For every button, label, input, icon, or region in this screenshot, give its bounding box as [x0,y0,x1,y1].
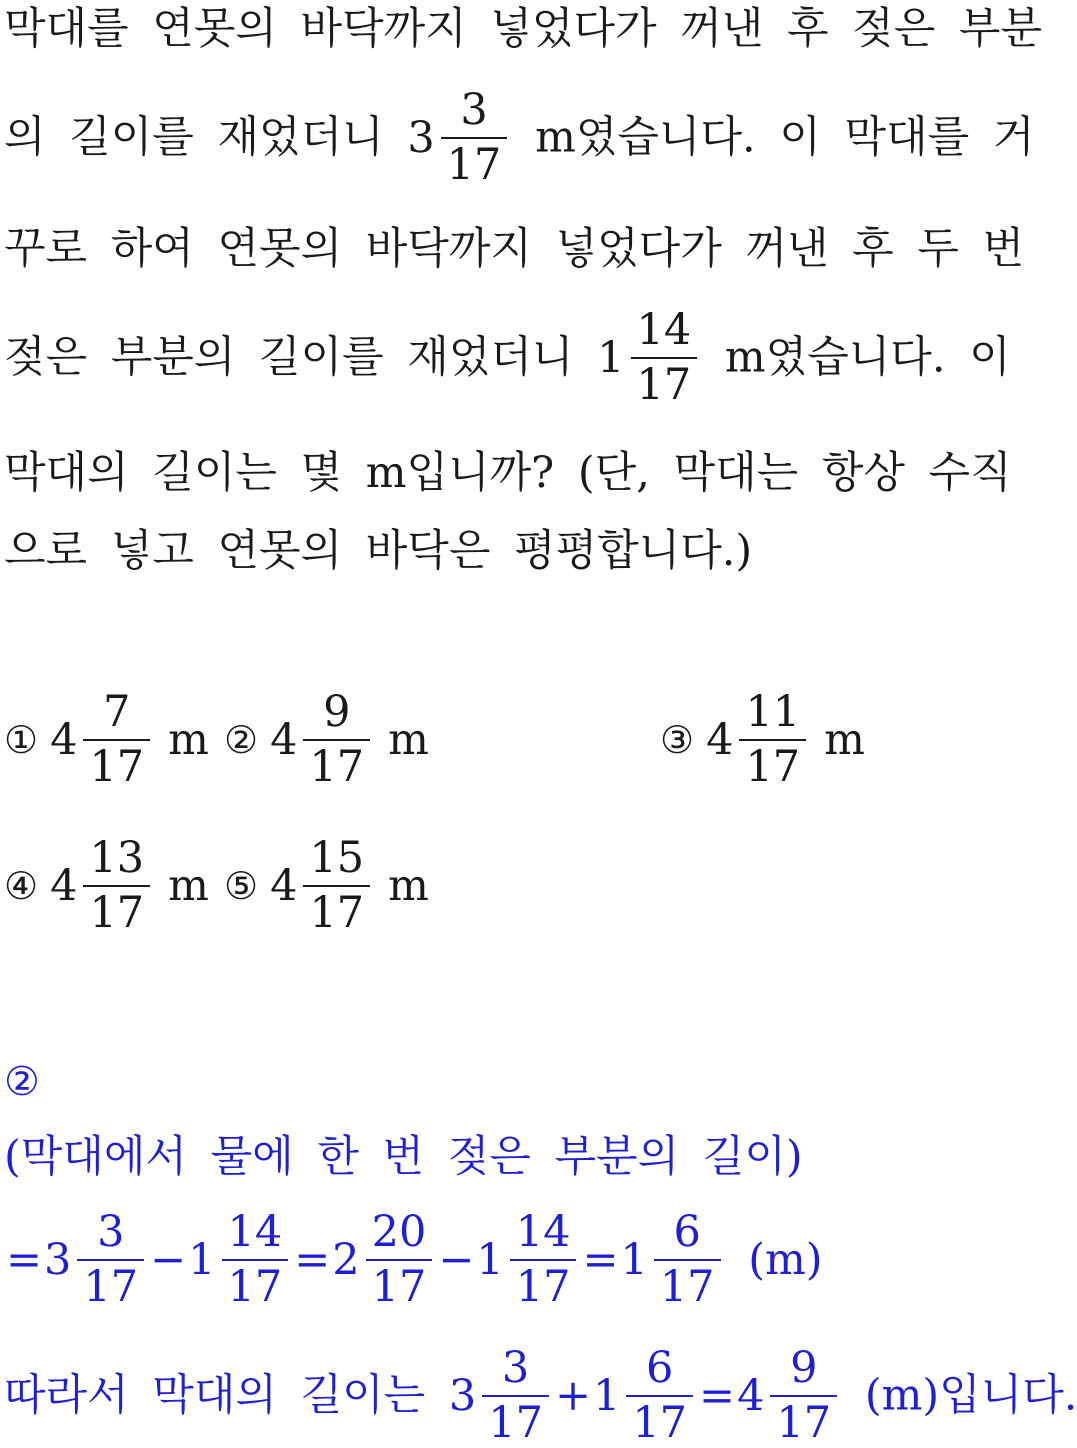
choice-5-number: ⑤ [224,864,259,909]
mixed-number-whole: 3 [407,112,435,163]
final-term3-fraction [770,1343,837,1448]
final-text-b: (m)입니다. [841,1370,1077,1421]
choice-5-fraction [303,833,370,939]
problem-line-3: 꾸로 하여 연못의 바닥까지 넣었다가 꺼낸 후 두 번 [4,224,1025,274]
problem-line-4-text-b: m였습니다. 이 [724,332,1011,383]
choice-4-denominator: 17 [89,888,145,939]
eq1-unit: (m) [748,1234,823,1285]
fraction-denominator: 17 [227,1262,283,1313]
choice-3-whole: 4 [706,715,734,766]
fraction-denominator: 17 [515,1262,571,1313]
choice-5-unit: m [388,861,429,912]
mixed-number-whole: 1 [597,332,625,383]
fraction-numerator: 20 [371,1207,427,1257]
final-term1-fraction [482,1343,549,1448]
choice-5[interactable] [224,833,429,939]
choice-2[interactable] [224,687,429,793]
minus-sign: − [438,1234,475,1285]
fraction-bar [510,1259,577,1261]
fraction-numerator: 14 [227,1207,283,1257]
choice-5-denominator: 17 [309,888,365,939]
problem-line-1: 막대를 연못의 바닥까지 넣었다가 꺼낸 후 젖은 부분 [4,4,1042,54]
fraction-numerator: 9 [790,1343,818,1393]
fraction-denominator: 17 [488,1398,543,1448]
solution-caption: (막대에서 물에 한 번 젖은 부분의 길이) [4,1132,803,1182]
fraction-bar [303,885,370,887]
choice-2-number: ② [224,718,259,763]
fraction-denominator: 17 [446,140,502,191]
equals-sign: = [294,1234,331,1285]
eq1-term4-whole: 1 [476,1234,504,1285]
plus-sign: + [554,1370,591,1421]
fraction-numerator: 3 [97,1207,125,1257]
choice-5-whole: 4 [270,861,298,912]
fraction-bar [770,1395,837,1397]
choice-5-numerator: 15 [309,833,365,883]
choice-3-denominator: 17 [745,742,801,793]
fraction-bar [366,1259,433,1261]
choice-1-number: ① [4,718,39,763]
final-term2-whole: 1 [592,1370,621,1421]
eq1-term1-whole: 3 [44,1234,72,1285]
choice-1-fraction [83,687,150,793]
choice-4-number: ④ [4,864,39,909]
choice-4-unit: m [168,861,209,912]
choice-1[interactable] [4,687,209,793]
choice-1-numerator: 7 [103,687,131,737]
choice-2-unit: m [388,715,429,766]
fraction-bar [83,885,150,887]
problem-line-5: 막대의 길이는 몇 m입니까? (단, 막대는 항상 수직 [4,448,1012,498]
problem-line-6: 으로 넣고 연못의 바닥은 평평합니다.) [4,526,753,576]
fraction-numerator: 14 [636,305,692,355]
choice-3-number: ③ [660,718,695,763]
fraction-denominator: 17 [632,1398,688,1448]
fraction-numerator: 14 [515,1207,571,1257]
fraction-denominator: 17 [83,1262,139,1313]
fraction-bar [77,1259,144,1261]
choice-4-whole: 4 [50,861,78,912]
fraction-numerator: 3 [460,85,488,135]
fraction-bar [482,1395,549,1397]
solution-final [4,1343,1077,1448]
eq1-term4-fraction [510,1207,577,1313]
equals-sign: = [582,1234,619,1285]
problem-line-4-text-a: 젖은 부분의 길이를 재었더니 [4,332,598,383]
fraction-numerator: 3 [501,1343,530,1393]
eq1-term3-fraction [366,1207,433,1313]
problem-line-2-text-b: m였습니다. 이 막대를 거 [535,112,1035,163]
equals-sign: = [6,1234,43,1285]
choice-2-fraction [303,687,370,793]
fraction-bar [303,739,370,741]
choice-2-whole: 4 [270,715,298,766]
fraction-numerator: 6 [673,1207,701,1257]
problem-line-4 [4,305,1011,411]
choice-4[interactable] [4,833,209,939]
choice-4-fraction [83,833,150,939]
eq1-term2-whole: 1 [188,1234,216,1285]
choice-1-whole: 4 [50,715,78,766]
fraction-bar [631,357,698,359]
fraction-bar [739,739,806,741]
choice-1-denominator: 17 [89,742,145,793]
choice-3-numerator: 11 [745,687,801,737]
fraction [441,85,508,191]
eq1-term5-fraction [654,1207,721,1313]
problem-line-2 [4,85,1035,191]
choice-3-fraction [739,687,806,793]
eq1-term2-fraction [222,1207,289,1313]
fraction-denominator: 17 [659,1262,715,1313]
choice-4-numerator: 13 [89,833,145,883]
fraction-bar [654,1259,721,1261]
eq1-term5-whole: 1 [620,1234,648,1285]
fraction-bar [441,137,508,139]
choice-1-unit: m [168,715,209,766]
fraction-bar [83,739,150,741]
problem-line-2-text-a: 의 길이를 재었더니 [4,112,408,163]
eq1-term3-whole: 2 [332,1234,360,1285]
fraction-numerator: 6 [646,1343,674,1393]
answer-mark: ② [4,1059,40,1105]
fraction-denominator: 17 [776,1398,832,1448]
fraction-bar [626,1395,693,1397]
final-text-a: 따라서 막대의 길이는 [4,1370,449,1421]
final-term3-whole: 4 [737,1370,765,1421]
final-term1-whole: 3 [448,1370,477,1421]
choice-2-numerator: 9 [323,687,351,737]
fraction-denominator: 17 [371,1262,427,1313]
equals-sign: = [699,1370,736,1421]
final-term2-fraction [626,1343,693,1448]
fraction-bar [222,1259,289,1261]
eq1-term1-fraction [77,1207,144,1313]
minus-sign: − [150,1234,187,1285]
fraction [631,305,698,411]
choice-3[interactable] [660,687,865,793]
fraction-denominator: 17 [636,360,692,411]
choice-3-unit: m [824,715,865,766]
solution-equation-1 [4,1207,823,1313]
choice-2-denominator: 17 [309,742,365,793]
